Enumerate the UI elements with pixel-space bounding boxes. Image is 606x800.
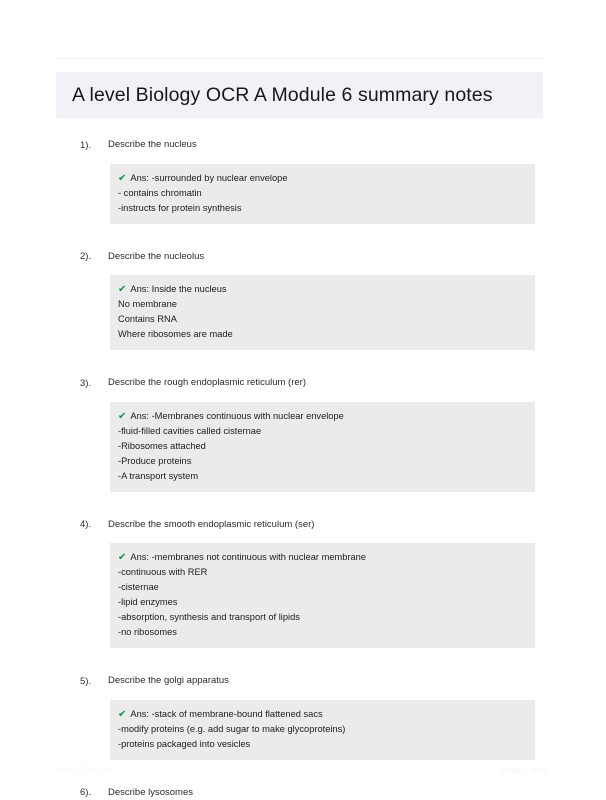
answer-box — [110, 700, 535, 760]
question-text: Describe the nucleus — [108, 139, 197, 150]
question-answer-block — [0, 376, 606, 518]
question-row — [0, 674, 606, 689]
answer-line-text: Ans: -membranes not continuous with nuclear membrane — [130, 552, 367, 562]
page-footer — [0, 766, 606, 786]
document-title-bar — [56, 72, 543, 118]
question-answer-list — [0, 138, 606, 800]
green-check-icon: ✔ — [118, 284, 127, 295]
block-spacer — [0, 224, 606, 250]
answer-line — [110, 171, 535, 186]
question-number: 2). — [80, 251, 92, 262]
answer-box — [110, 275, 535, 350]
answer-line: -modify proteins (e.g. add sugar to make glycoproteins) — [118, 723, 346, 734]
answer-line: -lipid enzymes — [118, 597, 178, 607]
answer-line: -A transport system — [118, 470, 199, 481]
question-row — [0, 138, 606, 153]
answer-line-text: Ans: -Membranes continuous with nuclear envelope — [130, 410, 344, 421]
question-number: 4). — [80, 519, 92, 530]
answer-line: -Ribosomes attached — [118, 440, 206, 451]
question-text: Describe the nucleolus — [108, 250, 205, 262]
page-title: A level Biology OCR A Module 6 summary notes — [72, 83, 493, 106]
question-row — [0, 518, 606, 533]
answer-line: Contains RNA — [118, 314, 177, 324]
answer-line-text: Ans: -stack of membrane-bound flattened sacs — [130, 708, 323, 719]
answer-line: -fluid-filled cavities called cisternae — [118, 425, 262, 436]
green-check-icon: ✔ — [118, 172, 127, 184]
answer-line — [110, 409, 535, 424]
question-row — [0, 250, 606, 265]
header-divider — [56, 58, 543, 59]
answer-line-text: Ans: -surrounded by nuclear envelope — [130, 172, 288, 183]
answer-line: -no ribosomes — [118, 627, 177, 637]
block-spacer — [0, 492, 606, 518]
green-check-icon: ✔ — [118, 552, 127, 563]
answer-line: -Produce proteins — [118, 455, 192, 466]
block-spacer — [0, 350, 606, 376]
question-text: Describe the smooth endoplasmic reticulum (ser) — [108, 518, 315, 530]
question-number: 3). — [80, 377, 92, 389]
answer-line: No membrane — [118, 299, 177, 309]
question-answer-block — [0, 518, 606, 675]
question-number: 6). — [80, 787, 92, 798]
footer-watermark: PaperTitle.com — [57, 766, 114, 775]
answer-line — [110, 707, 535, 722]
answer-box — [110, 164, 535, 224]
green-check-icon: ✔ — [118, 410, 127, 422]
question-number: 1). — [80, 139, 92, 151]
answer-line: -cisternae — [118, 582, 159, 592]
question-row — [0, 786, 606, 800]
answer-line: -instructs for protein synthesis — [118, 202, 242, 213]
question-text: Describe the golgi apparatus — [108, 675, 229, 686]
answer-line-text: Ans: Inside the nucleus — [130, 284, 227, 294]
answer-line: -proteins packaged into vesicles — [118, 738, 251, 749]
answer-line: - contains chromatin — [118, 187, 202, 198]
answer-line — [110, 282, 535, 297]
answer-line: -absorption, synthesis and transport of lipids — [118, 612, 300, 622]
question-answer-block — [0, 250, 606, 377]
question-text: Describe the rough endoplasmic reticulum (rer) — [108, 377, 306, 388]
answer-box — [110, 402, 535, 492]
footer-page-number: Page 1 of 46 — [501, 766, 549, 775]
question-number: 5). — [80, 675, 92, 687]
question-text: Describe lysosomes — [108, 786, 193, 798]
question-answer-block — [0, 138, 606, 250]
answer-line: Where ribosomes are made — [118, 329, 233, 339]
answer-line: -continuous with RER — [118, 567, 208, 577]
block-spacer — [0, 648, 606, 674]
answer-line — [110, 550, 535, 565]
green-check-icon: ✔ — [118, 708, 127, 720]
question-row — [0, 376, 606, 391]
question-answer-block — [0, 786, 606, 800]
answer-box — [110, 543, 535, 648]
